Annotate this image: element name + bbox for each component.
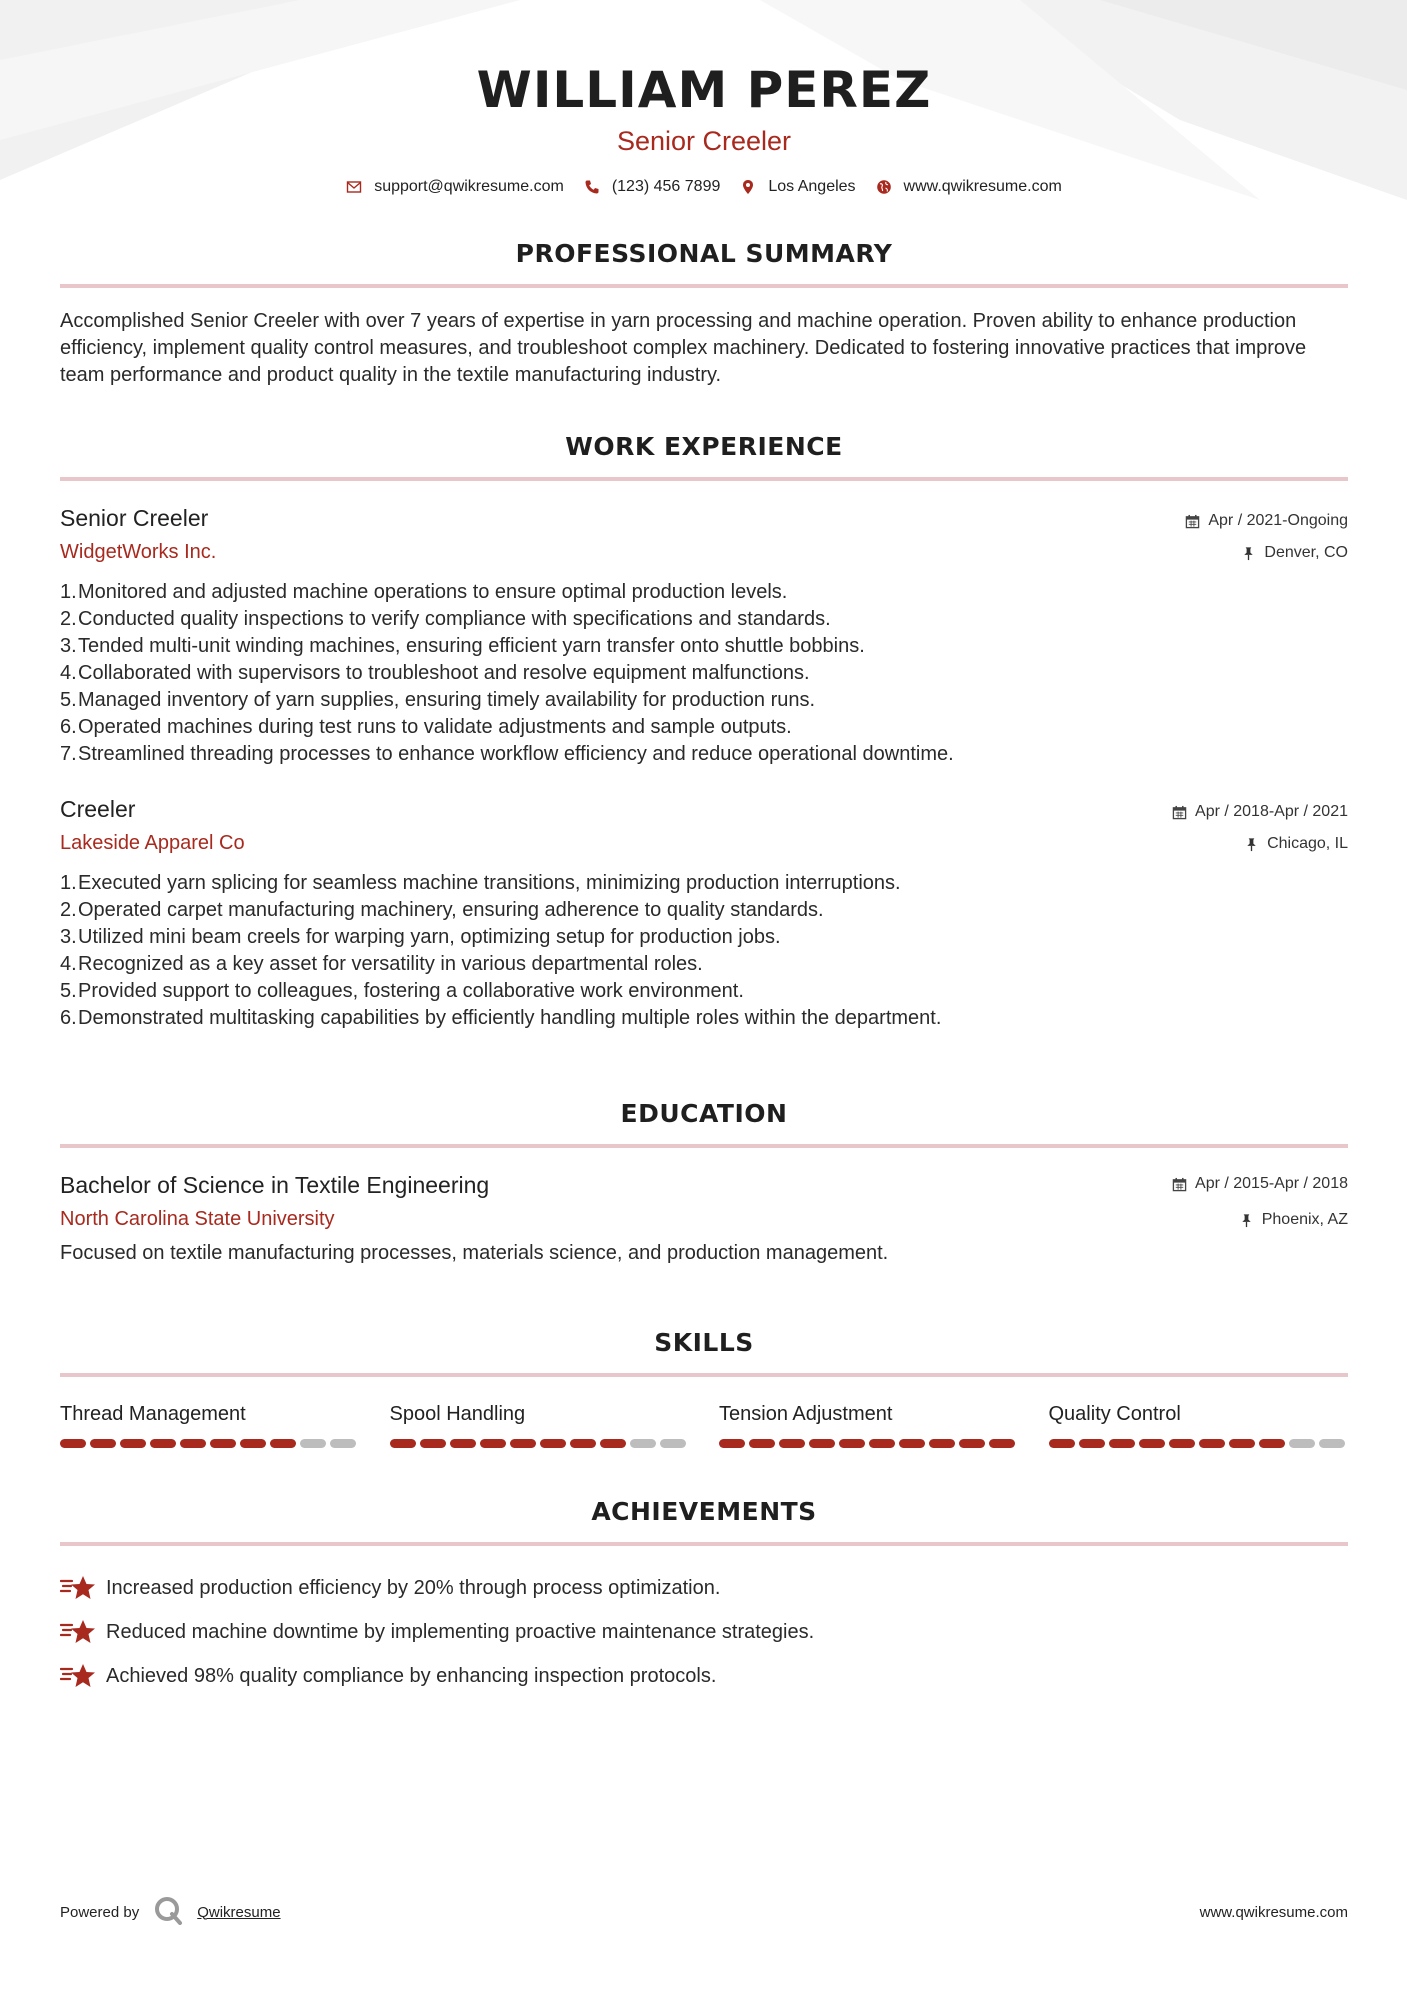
education-divider: [60, 1144, 1348, 1148]
list-item: 2. Conducted quality inspections to verify compliance with specifications and standards.: [60, 608, 831, 630]
skill-segment-filled: [210, 1439, 236, 1448]
globe-icon: [876, 179, 892, 195]
education-header: [60, 1170, 1348, 1232]
contact-phone[interactable]: [584, 178, 721, 196]
list-item: 4. Collaborated with supervisors to troubleshoot and resolve equipment malfunctions.: [60, 662, 810, 684]
skill-segment-filled: [240, 1439, 266, 1448]
achievement-text: Reduced machine downtime by implementing proactive maintenance strategies.: [106, 1620, 815, 1643]
skill-segment-filled: [899, 1439, 925, 1448]
skill-segment-filled: [1169, 1439, 1195, 1448]
skill-name: Quality Control: [1048, 1403, 1181, 1425]
skill-segment-filled: [150, 1439, 176, 1448]
list-item: 3. Tended multi-unit winding machines, ensuring efficient yarn transfer onto shuttle bobbins.: [60, 635, 865, 657]
pushpin-icon: [1241, 546, 1256, 561]
contact-location-text: Los Angeles: [768, 178, 856, 195]
education-location-text: Phoenix, AZ: [1261, 1211, 1348, 1228]
skill-segment-filled: [90, 1439, 116, 1448]
skill-segment-filled: [390, 1439, 416, 1448]
achievement-item: [60, 1654, 1348, 1698]
map-pin-icon: [740, 179, 756, 195]
summary-heading: PROFESSIONAL SUMMARY: [515, 239, 893, 268]
list-item: 3. Utilized mini beam creels for warping yarn, optimizing setup for production jobs.: [60, 926, 781, 948]
calendar-icon: [1185, 514, 1200, 529]
experience-heading: WORK EXPERIENCE: [565, 432, 843, 461]
list-item: 1. Monitored and adjusted machine operations to ensure optimal production levels.: [60, 581, 788, 603]
achievement-item: [60, 1566, 1348, 1610]
skill-segment-empty: [660, 1439, 686, 1448]
shooting-star-icon: [60, 1661, 96, 1691]
candidate-title: Senior Creeler: [616, 126, 792, 156]
skill-item: [1049, 1401, 1349, 1448]
resume-content: [60, 0, 1348, 1698]
skill-segment-filled: [809, 1439, 835, 1448]
skill-segment-empty: [300, 1439, 326, 1448]
summary-section: [60, 238, 1348, 389]
skill-segment-filled: [540, 1439, 566, 1448]
job-company: WidgetWorks Inc.: [60, 541, 217, 563]
job-location: [1172, 834, 1348, 854]
job-entry: [60, 794, 1348, 1032]
skill-segment-filled: [1229, 1439, 1255, 1448]
qwikresume-logo-icon: [153, 1895, 183, 1929]
job-dates: [1185, 511, 1348, 531]
contact-phone-text: (123) 456 7899: [611, 178, 721, 195]
calendar-icon: [1172, 805, 1187, 820]
skill-name: Spool Handling: [389, 1403, 526, 1425]
skills-section: [60, 1327, 1348, 1448]
skill-segment-filled: [480, 1439, 506, 1448]
skill-name: Tension Adjustment: [719, 1403, 893, 1425]
calendar-icon: [1172, 1177, 1187, 1192]
skill-segment-filled: [1079, 1439, 1105, 1448]
job-dates-text: Apr / 2018-Apr / 2021: [1195, 803, 1348, 820]
achievements-divider: [60, 1542, 1348, 1546]
skill-segment-filled: [839, 1439, 865, 1448]
skill-level-bar: [390, 1439, 690, 1448]
contact-email[interactable]: [346, 178, 564, 196]
achievement-text: Increased production efficiency by 20% through process optimization.: [106, 1576, 721, 1599]
list-item: 5. Managed inventory of yarn supplies, ensuring timely availability for production runs.: [60, 689, 816, 711]
skill-segment-filled: [1199, 1439, 1225, 1448]
skill-item: [60, 1401, 360, 1448]
skill-segment-empty: [1319, 1439, 1345, 1448]
phone-icon: [584, 179, 600, 195]
contact-website-text: www.qwikresume.com: [903, 178, 1062, 195]
skill-segment-filled: [1259, 1439, 1285, 1448]
skill-segment-filled: [270, 1439, 296, 1448]
experience-divider: [60, 477, 1348, 481]
education-description: Focused on textile manufacturing processes, materials science, and production management.: [60, 1242, 889, 1264]
education-location: [1172, 1210, 1348, 1230]
skill-segment-filled: [60, 1439, 86, 1448]
summary-divider: [60, 284, 1348, 288]
skills-grid: [60, 1401, 1348, 1448]
job-location-text: Chicago, IL: [1267, 835, 1348, 852]
education-meta: [1172, 1170, 1348, 1230]
education-dates: [1172, 1174, 1348, 1194]
achievement-item: [60, 1610, 1348, 1654]
job-bullets: [60, 870, 1348, 1032]
skill-segment-empty: [330, 1439, 356, 1448]
skill-segment-filled: [600, 1439, 626, 1448]
job-dates: [1172, 802, 1348, 822]
achievements-section: [60, 1496, 1348, 1698]
footer-website[interactable]: www.qwikresume.com: [1199, 1903, 1348, 1921]
list-item: 1. Executed yarn splicing for seamless machine transitions, minimizing production interruptions.: [60, 872, 901, 894]
list-item: 2. Operated carpet manufacturing machinery, ensuring adherence to quality standards.: [60, 899, 824, 921]
skill-segment-filled: [120, 1439, 146, 1448]
skill-segment-filled: [989, 1439, 1015, 1448]
skill-segment-filled: [929, 1439, 955, 1448]
contact-bar: [60, 178, 1348, 196]
job-header: [60, 794, 1348, 856]
job-meta: [1172, 794, 1348, 854]
pushpin-icon: [1239, 1213, 1254, 1228]
skill-segment-filled: [719, 1439, 745, 1448]
achievements-heading: ACHIEVEMENTS: [591, 1497, 817, 1526]
skill-segment-filled: [959, 1439, 985, 1448]
skill-segment-filled: [1049, 1439, 1075, 1448]
skill-item: [719, 1401, 1019, 1448]
education-section: [60, 1098, 1348, 1267]
resume-header: [60, 0, 1348, 196]
skill-segment-filled: [779, 1439, 805, 1448]
skill-segment-filled: [1139, 1439, 1165, 1448]
degree-name: Bachelor of Science in Textile Engineering: [60, 1172, 490, 1198]
page-footer: [60, 1895, 1348, 1929]
education-entry: [60, 1170, 1348, 1267]
skill-segment-filled: [510, 1439, 536, 1448]
candidate-name: WILLIAM PEREZ: [476, 61, 932, 119]
job-meta: [1185, 503, 1348, 563]
job-role: Senior Creeler: [60, 505, 209, 531]
job-location: [1185, 543, 1348, 563]
skill-segment-empty: [1289, 1439, 1315, 1448]
experience-section: [60, 431, 1348, 1032]
shooting-star-icon: [60, 1573, 96, 1603]
education-dates-text: Apr / 2015-Apr / 2018: [1195, 1175, 1348, 1192]
skill-name: Thread Management: [60, 1403, 246, 1425]
skill-segment-filled: [749, 1439, 775, 1448]
job-entry: [60, 503, 1348, 768]
skill-segment-filled: [420, 1439, 446, 1448]
job-role: Creeler: [60, 796, 136, 822]
skill-segment-empty: [630, 1439, 656, 1448]
list-item: 7. Streamlined threading processes to enhance workflow efficiency and reduce operational downtime.: [60, 743, 954, 765]
job-bullets: [60, 579, 1348, 768]
skill-segment-filled: [450, 1439, 476, 1448]
contact-website[interactable]: [876, 178, 1062, 196]
skill-segment-filled: [1109, 1439, 1135, 1448]
list-item: 6. Demonstrated multitasking capabilities by efficiently handling multiple roles within the department.: [60, 1007, 942, 1029]
summary-text: Accomplished Senior Creeler with over 7 years of expertise in yarn processing and machine operation. Proven ability to enhance production efficiency, implement quality control measures, and troubleshoot complex machinery. Dedicated to fostering innovative practices that improve team performance and product quality in the textile manufacturing industry.: [60, 310, 1307, 386]
list-item: 5. Provided support to colleagues, fostering a collaborative work environment.: [60, 980, 744, 1002]
achievement-text: Achieved 98% quality compliance by enhancing inspection protocols.: [106, 1664, 717, 1687]
qwikresume-link[interactable]: Qwikresume: [197, 1903, 281, 1921]
contact-email-text: support@qwikresume.com: [374, 178, 564, 195]
job-location-text: Denver, CO: [1264, 544, 1348, 561]
powered-by-label: Powered by: [60, 1903, 140, 1921]
job-dates-text: Apr / 2021-Ongoing: [1208, 512, 1348, 529]
list-item: 4. Recognized as a key asset for versatility in various departmental roles.: [60, 953, 703, 975]
contact-location: [740, 178, 855, 196]
skill-item: [390, 1401, 690, 1448]
achievements-list: [60, 1566, 1348, 1698]
skill-level-bar: [1049, 1439, 1349, 1448]
skill-level-bar: [719, 1439, 1019, 1448]
skill-segment-filled: [869, 1439, 895, 1448]
skill-segment-filled: [570, 1439, 596, 1448]
skill-segment-filled: [180, 1439, 206, 1448]
job-header: [60, 503, 1348, 565]
skills-heading: SKILLS: [654, 1328, 754, 1357]
school-name: North Carolina State University: [60, 1208, 335, 1230]
education-heading: EDUCATION: [620, 1099, 788, 1128]
powered-by: [60, 1895, 281, 1929]
skill-level-bar: [60, 1439, 360, 1448]
list-item: 6. Operated machines during test runs to validate adjustments and sample outputs.: [60, 716, 792, 738]
pushpin-icon: [1244, 837, 1259, 852]
shooting-star-icon: [60, 1617, 96, 1647]
skills-divider: [60, 1373, 1348, 1377]
envelope-icon: [346, 179, 362, 195]
job-company: Lakeside Apparel Co: [60, 832, 245, 854]
